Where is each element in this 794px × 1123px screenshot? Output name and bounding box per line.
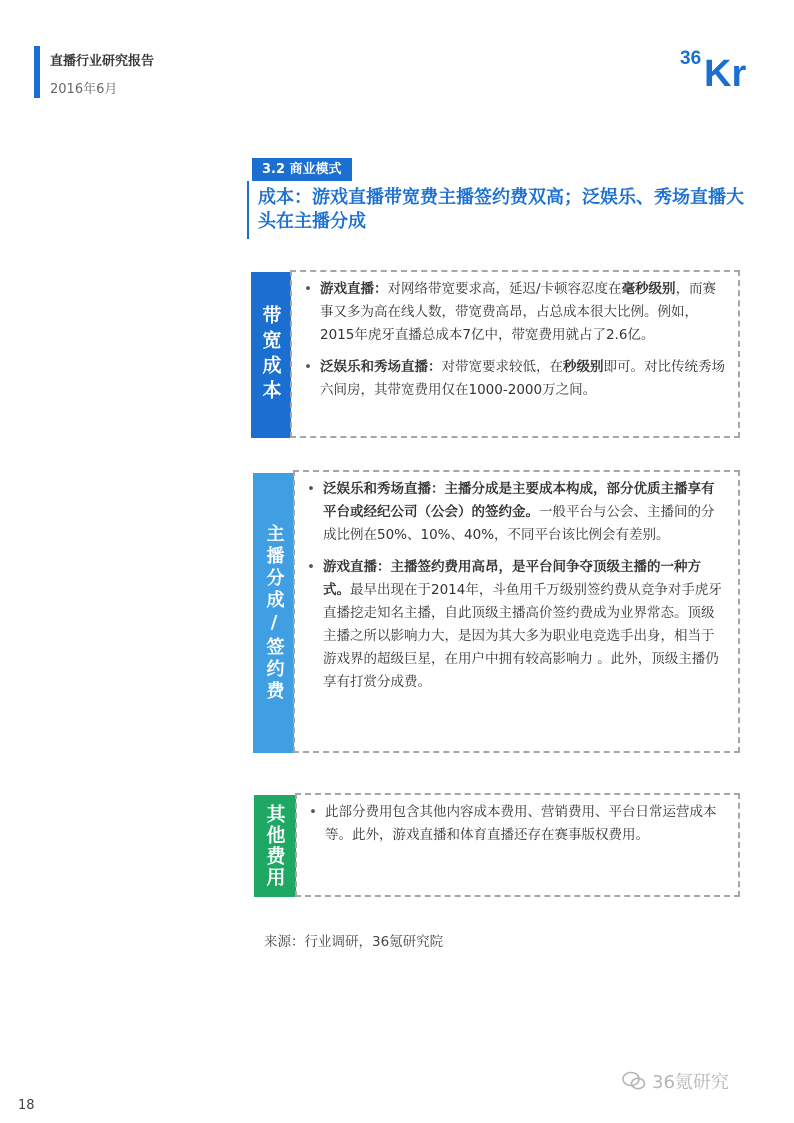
list-item: • 此部分费用包含其他内容成本费用、营销费用、平台日常运营成本等。此外，游戏直播和体育直播还存在赛事版权费用。 [307, 801, 727, 847]
watermark-text: 36氪研究 [652, 1072, 729, 1093]
section-tag: 3.2 商业模式 [252, 158, 352, 181]
watermark [622, 1068, 729, 1094]
source-note: 来源：行业调研，36氪研究院 [264, 934, 444, 950]
block-label-bandwidth: 带宽成本 [251, 272, 291, 438]
report-date: 2016年6月 [50, 82, 118, 97]
wechat-icon [622, 1071, 646, 1091]
report-title: 直播行业研究报告 [50, 54, 155, 69]
bullet-icon: • [307, 481, 315, 497]
block-label-other-cost: 其他费用 [254, 795, 296, 897]
bullet-icon: • [304, 359, 312, 375]
bullet-icon: • [309, 804, 317, 820]
block-box-bandwidth [290, 270, 740, 438]
svg-text:36: 36 [680, 48, 702, 69]
bullet-icon: • [304, 281, 312, 297]
block-box-other-cost [295, 793, 740, 897]
header-accent-bar [34, 46, 40, 98]
section-heading: 成本：游戏直播带宽费主播签约费双高；泛娱乐、秀场直播大头在主播分成 [258, 187, 744, 232]
list-item: • 游戏直播：对网络带宽要求高，延迟/卡顿容忍度在毫秒级别，而赛事又多为高在线人数，带宽费高昂，占总成本很大比例。例如，2015年虎牙直播总成本7亿中，带宽费用就占了2.6亿。 [302, 278, 726, 347]
bullet-icon: • [307, 559, 315, 575]
36kr-logo [678, 42, 764, 90]
list-item: • 游戏直播：主播签约费用高昂，是平台间争夺顶级主播的一种方式。最早出现在于2014年，斗鱼用千万级别签约费从竞争对手虎牙直播挖走知名主播，自此顶级主播高价签约费成为业界常态。顶级主播之所以影响力大，是因为其大多为职业电竞选手出身，相当于游戏界的超级巨星，在用户中拥有较高影响力 。此外，顶级主播仍享有打赏分成费。 [305, 556, 727, 694]
section-rule [247, 181, 249, 239]
block-label-streamer-cost: 主播分成/签约费 [253, 473, 294, 753]
page-number: 18 [18, 1098, 35, 1113]
list-item: • 泛娱乐和秀场直播：主播分成是主要成本构成，部分优质主播享有平台或经纪公司（公会）的签约金。一般平台与公会、主播间的分成比例在50%、10%、40%，不同平台该比例会有差别。 [305, 478, 727, 547]
list-item: • 泛娱乐和秀场直播：对带宽要求较低，在秒级别即可。对比传统秀场六间房，其带宽费用仅在1000-2000万之间。 [302, 356, 726, 402]
svg-text:Kr: Kr [704, 53, 747, 90]
block-box-streamer-cost [293, 470, 740, 753]
